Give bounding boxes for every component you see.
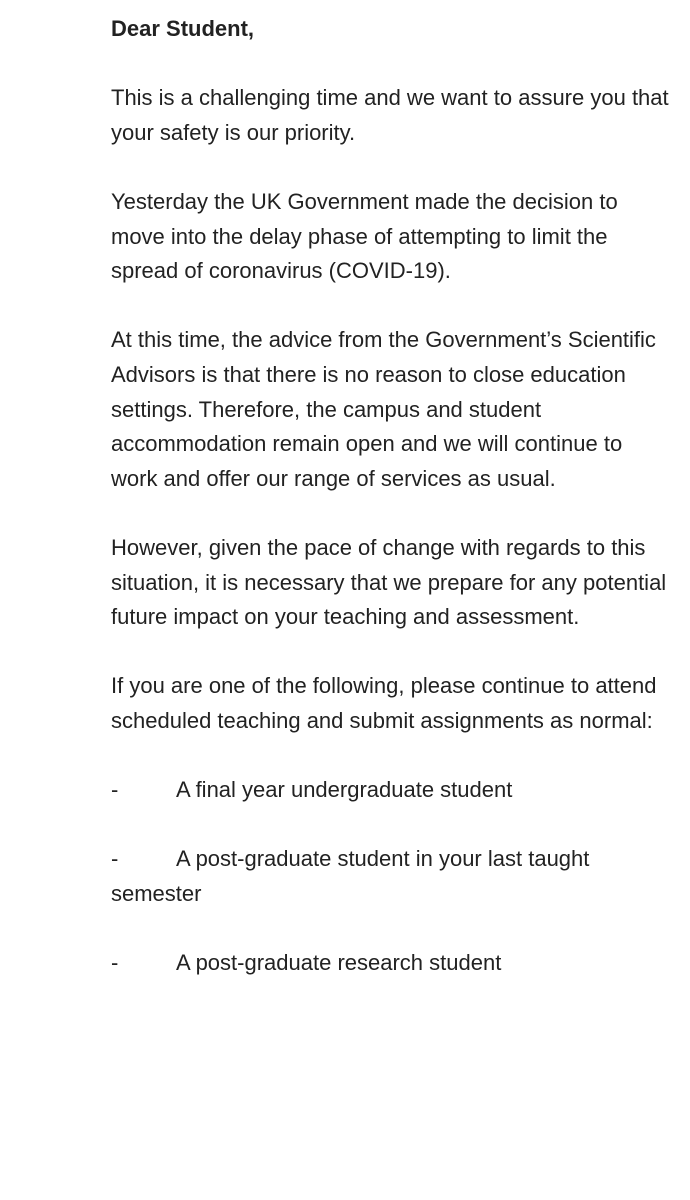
bullet-dash: -	[111, 777, 119, 803]
bullet-text: A final year undergraduate student	[176, 777, 513, 803]
paragraph-following: If you are one of the following, please continue to attend scheduled teaching and submit assignments as normal:	[111, 673, 657, 733]
letter-body	[111, 12, 671, 1015]
bullet-dash: -	[111, 846, 119, 872]
paragraph-advice: At this time, the advice from the Government’s Scientific Advisors is that there is no reason to close education settings. Therefore, the campus and student accommodation remain open and we will continue to work and offer our range of services as usual.	[111, 327, 656, 491]
bullet-item	[111, 842, 671, 911]
bullet-item	[111, 773, 671, 808]
bullet-dash: -	[111, 950, 119, 976]
bullet-text: A post-graduate student in your last taught semester	[111, 846, 590, 906]
paragraph-preparation: However, given the pace of change with regards to this situation, it is necessary that we prepare for any potential future impact on your teaching and assessment.	[111, 534, 667, 630]
bullet-item	[111, 946, 671, 981]
paragraph-government-decision: Yesterday the UK Government made the decision to move into the delay phase of attempting to limit the spread of coronavirus (COVID-19).	[111, 188, 618, 284]
bullet-text: A post-graduate research student	[176, 950, 502, 976]
greeting: Dear Student,	[111, 16, 255, 41]
paragraph-safety: This is a challenging time and we want to assure you that your safety is our priority.	[111, 85, 669, 145]
